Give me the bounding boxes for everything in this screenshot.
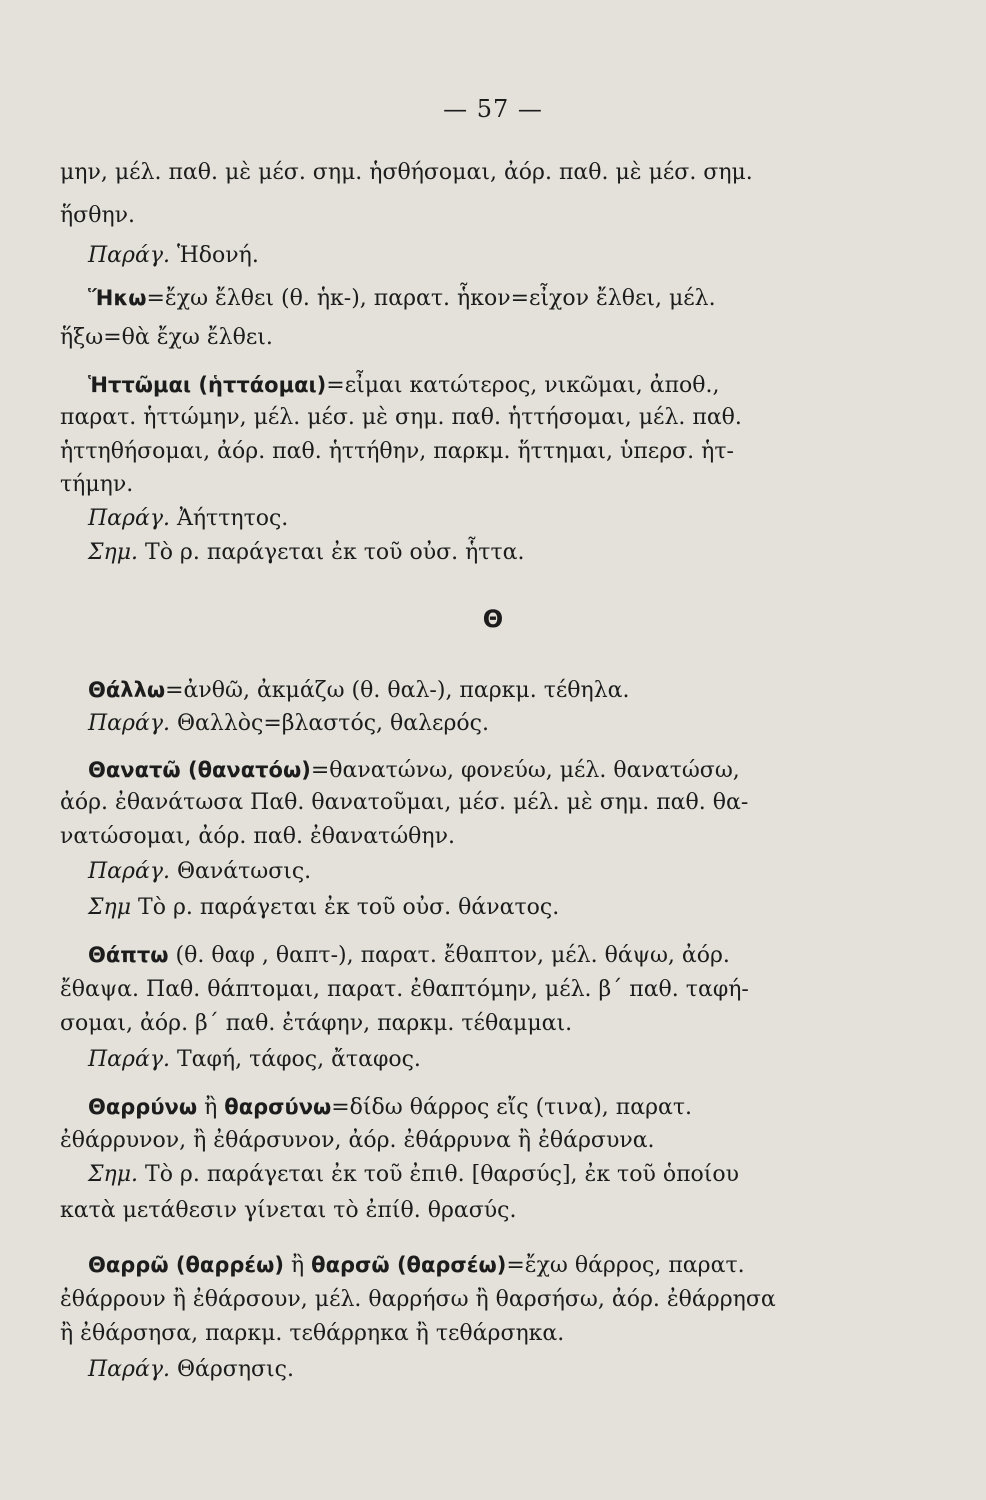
note-text: Τὸ ρ. παράγεται ἐκ τοῦ οὐσ. ἧττα.: [138, 540, 525, 565]
entry-text: =δίδω θάρρος εἴς (τινα), παρατ.: [331, 1095, 693, 1120]
derivatives-text: Ἡδονή.: [169, 243, 259, 268]
entry-line: [88, 1092, 692, 1123]
text-line: κατὰ μετάθεσιν γίνεται τὸ ἐπίθ. θρασύς.: [60, 1198, 517, 1223]
entry-line: [88, 283, 716, 314]
derivatives-text: Ἀήττητος.: [169, 506, 289, 531]
headword: Θανατῶ (θανατόω): [88, 758, 311, 782]
derivatives-text: Ταφή, τάφος, ἄταφος.: [169, 1047, 421, 1072]
entry-text: =θανατώνω, φονεύω, μέλ. θανατώσω,: [310, 758, 740, 783]
entry-line: [88, 675, 630, 706]
headword-variant: θαρσῶ (θαρσέω): [311, 1253, 507, 1277]
text-line: ἡττηθήσομαι, ἀόρ. παθ. ἡττήθην, παρκμ. ἥττημαι, ὑπερσ. ἡτ-: [60, 439, 734, 464]
text-line: ἥξω=θὰ ἔχω ἔλθει.: [60, 325, 273, 350]
derivatives-label: Παράγ.: [88, 711, 170, 736]
derivatives-text: Θαλλὸς=βλαστός, θαλερός.: [169, 711, 489, 736]
text-line: ἀόρ. ἐθανάτωσα Παθ. θανατοῦμαι, μέσ. μέλ. μὲ σημ. παθ. θα-: [60, 790, 749, 815]
derivatives-label: Παράγ.: [88, 243, 170, 268]
entry-line: [88, 940, 730, 971]
entry-line: [88, 370, 720, 401]
page-number: — 57 —: [443, 95, 543, 123]
note-label: Σημ: [88, 895, 132, 920]
entry-text: (θ. θαφ , θαπτ-), παρατ. ἔθαπτον, μέλ. θάψω, ἀόρ.: [168, 943, 730, 968]
headword: Θαρρύνω: [88, 1095, 198, 1119]
derivatives-label: Παράγ.: [88, 1357, 170, 1382]
text-line: ἐθάρρουν ἢ ἐθάρσουν, μέλ. θαρρήσω ἢ θαρσήσω, ἀόρ. ἐθάρρησα: [60, 1287, 776, 1312]
derivatives-text: Θανάτωσις.: [169, 859, 312, 884]
note-line: [88, 1160, 739, 1190]
derivatives-label: Παράγ.: [88, 506, 170, 531]
entry-text: =ἔχω ἔλθει (θ. ἡκ-), παρατ. ἧκον=εἶχον ἔλθει, μέλ.: [146, 286, 716, 311]
entry-line: [88, 755, 740, 786]
headword: Ἥκω: [88, 286, 147, 310]
text-line: ἢ ἐθάρσησα, παρκμ. τεθάρρηκα ἢ τεθάρσηκα.: [60, 1321, 565, 1346]
headword-variant: θαρσύνω: [224, 1095, 332, 1119]
derivatives-line: [88, 1045, 421, 1075]
section-letter: Θ: [482, 605, 504, 633]
derivatives-label: Παράγ.: [88, 1047, 170, 1072]
headword: Θάπτω: [88, 943, 169, 967]
derivatives-label: Παράγ.: [88, 859, 170, 884]
headword: Ἡττῶμαι (ἡττάομαι): [88, 373, 327, 397]
text-line: τήμην.: [60, 472, 134, 497]
derivatives-line: [88, 857, 311, 887]
note-text: Τὸ ρ. παράγεται ἐκ τοῦ ἐπιθ. [θαρσύς], ἐκ τοῦ ὁποίου: [138, 1162, 740, 1187]
text-line: σομαι, ἀόρ. β΄ παθ. ἐτάφην, παρκμ. τέθαμμαι.: [60, 1011, 573, 1036]
text-line: μην, μέλ. παθ. μὲ μέσ. σημ. ἡσθήσομαι, ἀόρ. παθ. μὲ μέσ. σημ.: [60, 160, 753, 185]
text-line: ἐθάρρυνον, ἢ ἐθάρσυνον, ἀόρ. ἐθάρρυνα ἢ ἐθάρσυνα.: [60, 1128, 655, 1153]
entry-line: [88, 1250, 745, 1281]
headword: Θάλλω: [88, 678, 166, 702]
entry-text: =ἀνθῶ, ἀκμάζω (θ. θαλ-), παρκμ. τέθηλα.: [165, 678, 630, 703]
entry-text: ἢ: [197, 1095, 225, 1120]
entry-text: ἢ: [283, 1253, 312, 1278]
derivatives-line: [88, 1355, 294, 1385]
text-line: ἥσθην.: [60, 203, 135, 228]
note-label: Σημ.: [88, 540, 139, 565]
note-label: Σημ.: [88, 1162, 139, 1187]
note-line: [88, 893, 559, 923]
headword: Θαρρῶ (θαρρέω): [88, 1253, 284, 1277]
text-line: παρατ. ἡττώμην, μέλ. μέσ. μὲ σημ. παθ. ἡττήσομαι, μέλ. παθ.: [60, 405, 742, 430]
note-text: Τὸ ρ. παράγεται ἐκ τοῦ οὐσ. θάνατος.: [131, 895, 560, 920]
note-line: [88, 538, 524, 568]
derivatives-text: Θάρσησις.: [169, 1357, 294, 1382]
text-line: νατώσομαι, ἀόρ. παθ. ἐθανατώθην.: [60, 824, 455, 849]
derivatives-line: [88, 504, 288, 534]
entry-text: =εἶμαι κατώτερος, νικῶμαι, ἀποθ.,: [326, 373, 720, 398]
text-line: ἔθαψα. Παθ. θάπτομαι, παρατ. ἐθαπτόμην, μέλ. β΄ παθ. ταφή-: [60, 977, 749, 1002]
derivatives-line: [88, 709, 489, 739]
derivatives-line: [88, 241, 259, 271]
entry-text: =ἔχω θάρρος, παρατ.: [506, 1253, 745, 1278]
